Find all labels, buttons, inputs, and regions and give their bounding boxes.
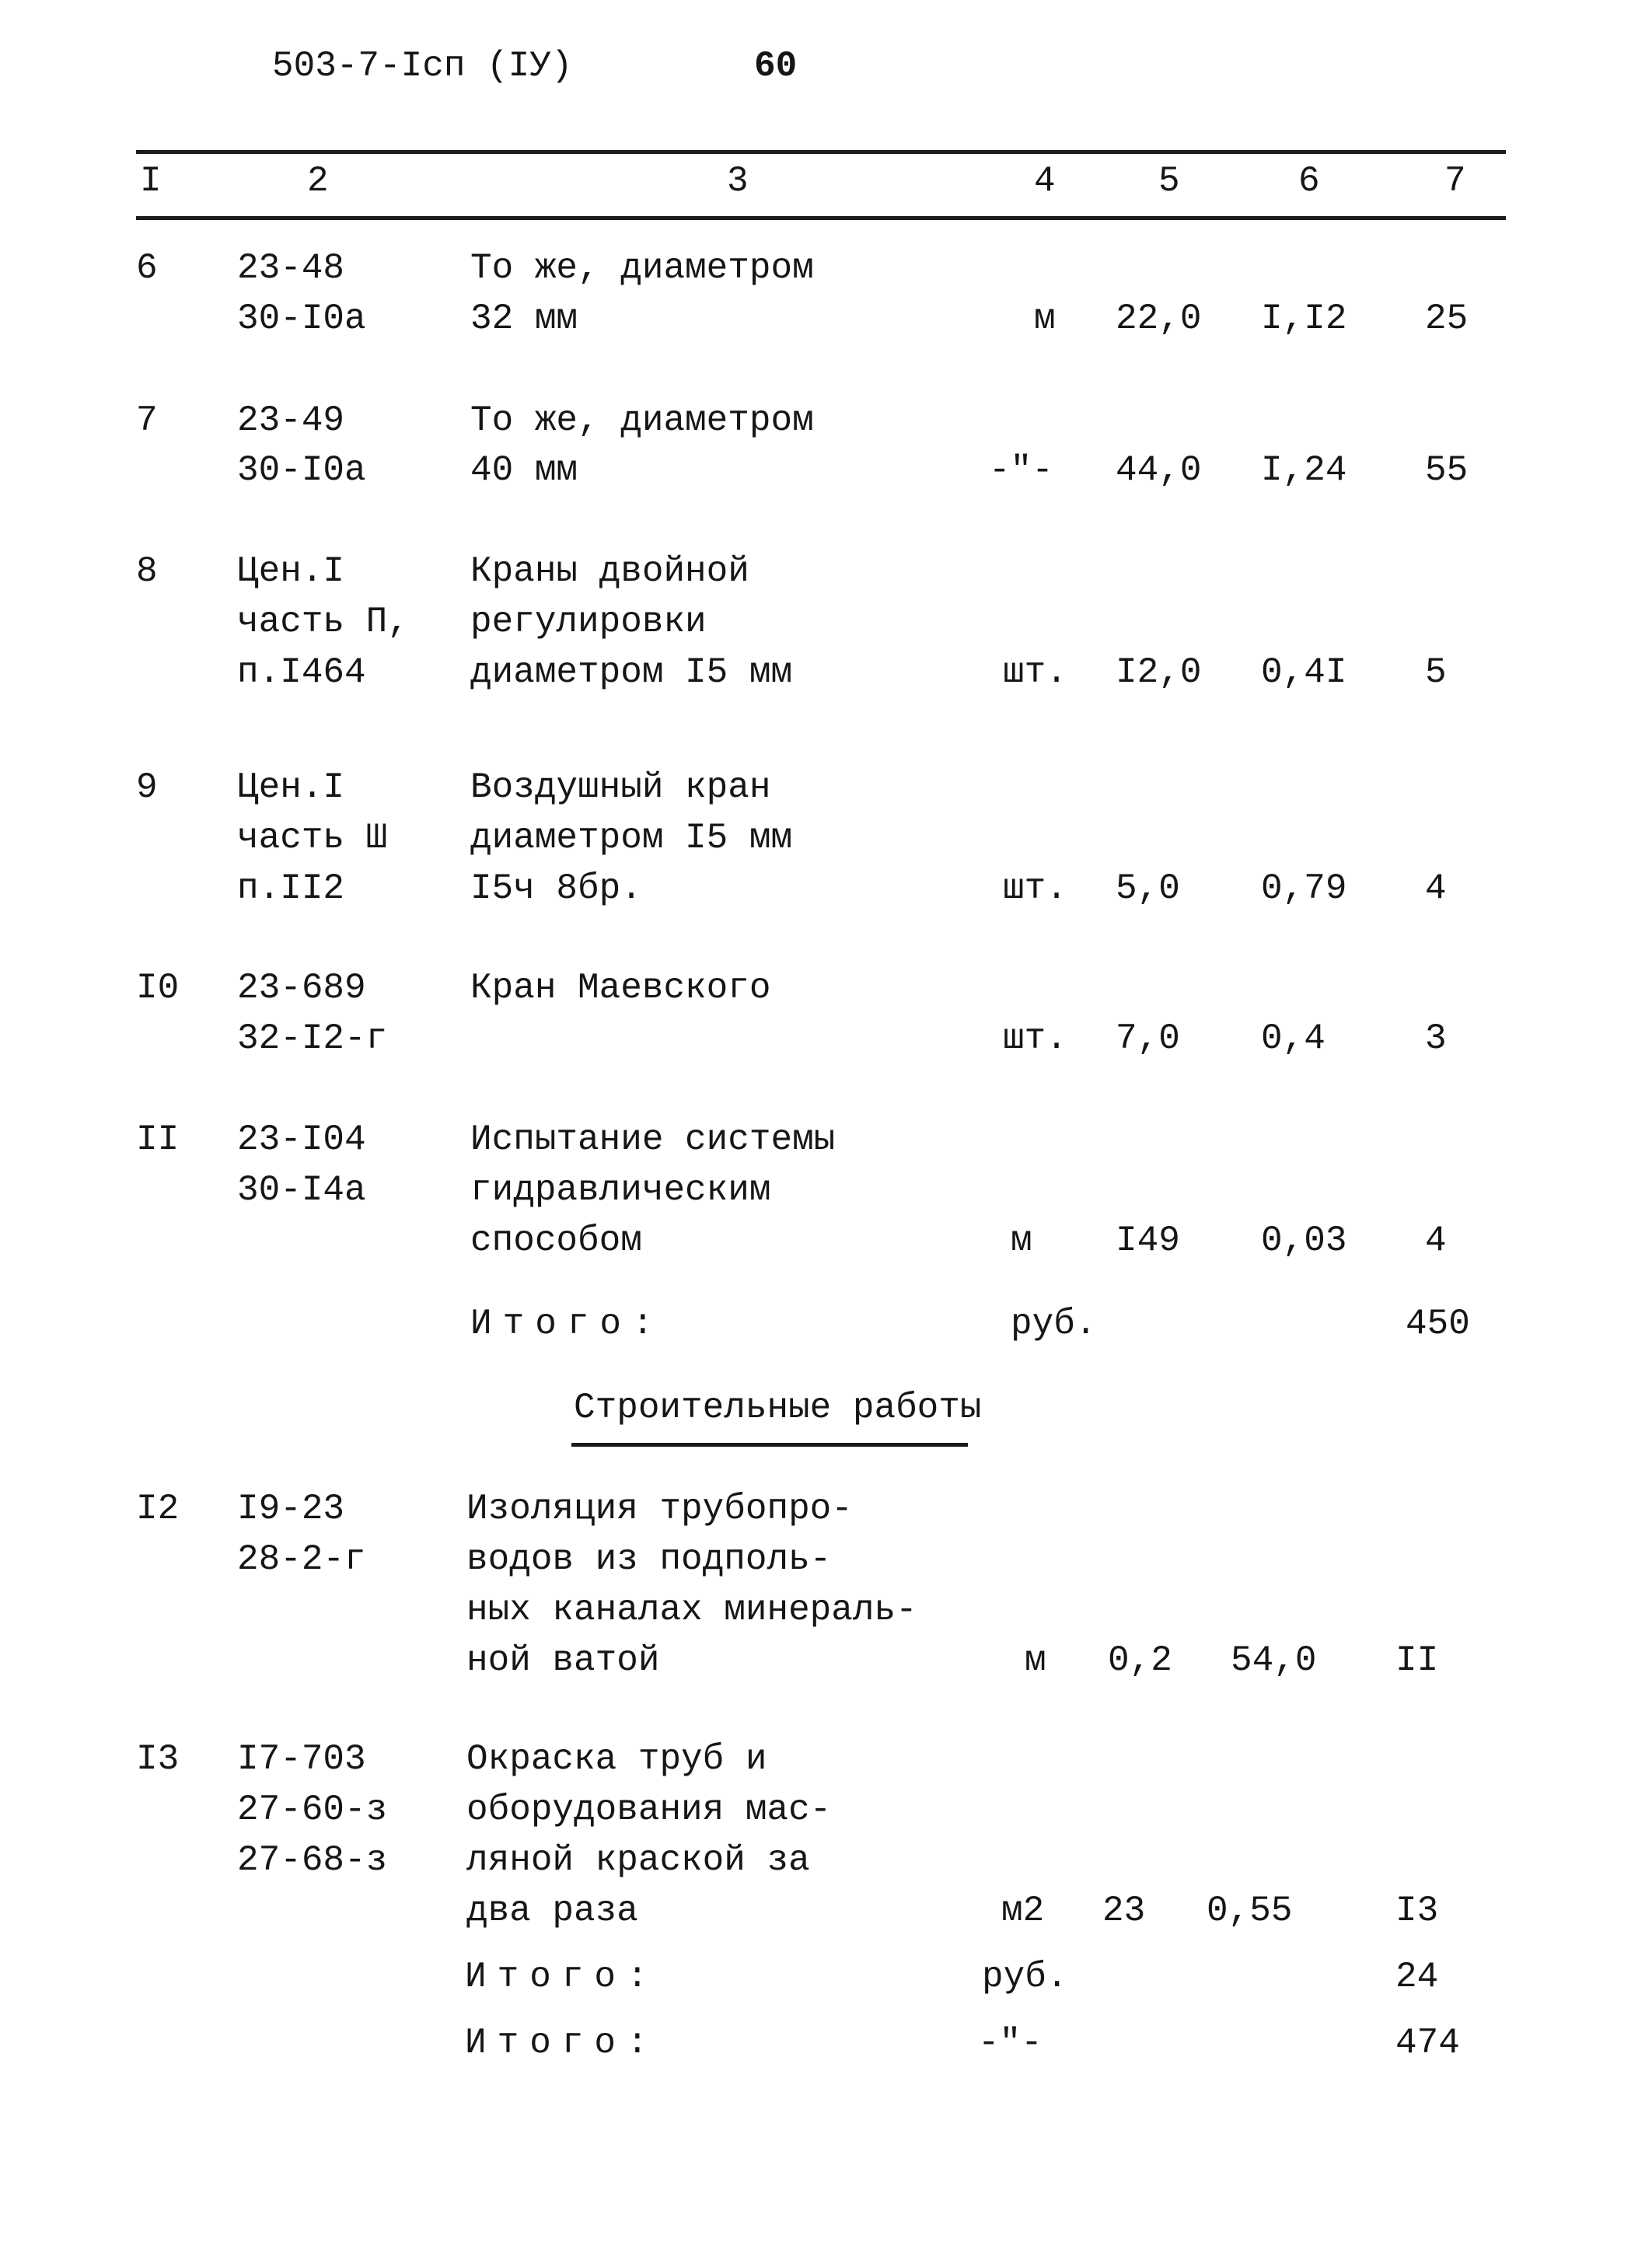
subtotal-label: Итого:: [465, 1957, 659, 1997]
subtotal-value: 24: [1395, 1957, 1439, 1997]
row-ref: 23-48: [237, 248, 345, 288]
row-ref: 32-I2-г: [237, 1018, 388, 1059]
row-ref: I7-703: [237, 1739, 366, 1779]
row-description: диаметром I5 мм: [470, 818, 793, 858]
grand-total-value: 474: [1395, 2023, 1460, 2063]
row-description: 32 мм: [470, 299, 578, 339]
row-description: гидравлическим: [470, 1170, 771, 1210]
row-ref: Цен.I: [237, 767, 345, 808]
row-description: водов из подполь-: [466, 1539, 832, 1580]
row-ref: 23-49: [237, 400, 345, 441]
row-ref: 23-689: [237, 968, 366, 1008]
row-description: ной ватой: [466, 1640, 660, 1681]
row-unit-price: 0,4: [1261, 1018, 1325, 1059]
row-total: 25: [1425, 299, 1469, 339]
row-ref: 30-I0а: [237, 450, 366, 491]
page-number: 60: [754, 46, 798, 86]
row-description: два раза: [466, 1891, 638, 1931]
grand-total-label: Итого:: [465, 2023, 659, 2063]
row-description: То же, диаметром: [470, 248, 814, 288]
row-unit: шт.: [1003, 1018, 1067, 1059]
row-ref: 27-68-з: [237, 1840, 388, 1881]
column-header-3: 3: [727, 161, 749, 201]
row-number: 6: [136, 248, 158, 288]
subtotal-unit: руб.: [1011, 1304, 1097, 1344]
row-unit-price: I,I2: [1261, 299, 1347, 339]
row-ref: п.II2: [237, 868, 345, 909]
row-unit-price: 54,0: [1231, 1640, 1317, 1681]
row-description: Кран Маевского: [470, 968, 771, 1008]
row-ref: 30-I4а: [237, 1170, 366, 1210]
row-description: То же, диаметром: [470, 400, 814, 441]
row-number: 9: [136, 767, 158, 808]
row-ref: Цен.I: [237, 551, 345, 592]
row-number: 7: [136, 400, 158, 441]
grand-total-unit: -"-: [978, 2023, 1043, 2063]
row-description: Краны двойной: [470, 551, 749, 592]
table-header-rule: [136, 216, 1506, 220]
row-total: 3: [1425, 1018, 1447, 1059]
row-description: оборудования мас-: [466, 1790, 832, 1830]
row-total: 4: [1425, 1221, 1447, 1261]
row-description: регулировки: [470, 602, 707, 642]
row-ref: I9-23: [237, 1489, 345, 1529]
row-quantity: I2,0: [1116, 652, 1202, 693]
row-total: 4: [1425, 868, 1447, 909]
subtotal-label: Итого:: [470, 1304, 665, 1344]
row-total: I3: [1395, 1891, 1439, 1931]
row-description: Испытание системы: [470, 1119, 836, 1160]
row-description: I5ч 8бр.: [470, 868, 642, 909]
row-unit-price: 0,03: [1261, 1221, 1347, 1261]
row-unit: шт.: [1003, 652, 1067, 693]
row-unit: шт.: [1003, 868, 1067, 909]
table-top-rule: [136, 150, 1506, 154]
row-quantity: 23: [1102, 1891, 1146, 1931]
column-header-1: I: [140, 161, 162, 201]
row-number: I2: [136, 1489, 180, 1529]
row-unit-price: 0,4I: [1261, 652, 1347, 693]
row-description: 40 мм: [470, 450, 578, 491]
row-number: II: [136, 1119, 180, 1160]
row-quantity: 22,0: [1116, 299, 1202, 339]
row-number: 8: [136, 551, 158, 592]
row-ref: 28-2-г: [237, 1539, 366, 1580]
row-description: Окраска труб и: [466, 1739, 767, 1779]
column-header-6: 6: [1298, 161, 1320, 201]
row-ref: 30-I0а: [237, 299, 366, 339]
column-header-4: 4: [1034, 161, 1056, 201]
row-quantity: 5,0: [1116, 868, 1180, 909]
column-header-2: 2: [307, 161, 329, 201]
row-unit: м2: [1001, 1891, 1045, 1931]
subtotal-unit: руб.: [982, 1957, 1068, 1997]
row-quantity: I49: [1116, 1221, 1180, 1261]
row-quantity: 44,0: [1116, 450, 1202, 491]
row-unit: м: [1011, 1221, 1032, 1261]
row-description: Изоляция трубопро-: [466, 1489, 853, 1529]
row-unit: -"-: [989, 450, 1053, 491]
row-unit-price: 0,79: [1261, 868, 1347, 909]
row-total: 5: [1425, 652, 1447, 693]
row-description: способом: [470, 1221, 642, 1261]
section-title: Строительные работы: [574, 1388, 982, 1428]
row-quantity: 0,2: [1108, 1640, 1172, 1681]
column-header-5: 5: [1158, 161, 1180, 201]
row-quantity: 7,0: [1116, 1018, 1180, 1059]
row-ref: п.I464: [237, 652, 366, 693]
row-unit: м: [1034, 299, 1056, 339]
subtotal-value: 450: [1406, 1304, 1470, 1344]
row-ref: 23-I04: [237, 1119, 366, 1160]
row-total: II: [1395, 1640, 1439, 1681]
row-description: диаметром I5 мм: [470, 652, 793, 693]
row-number: I0: [136, 968, 180, 1008]
row-description: ных каналах минераль-: [466, 1590, 917, 1630]
column-header-7: 7: [1444, 161, 1466, 201]
row-unit-price: 0,55: [1207, 1891, 1293, 1931]
row-unit-price: I,24: [1261, 450, 1347, 491]
row-number: I3: [136, 1739, 180, 1779]
document-code: 503-7-Iсп (IУ): [272, 46, 573, 86]
section-title-underline: [571, 1443, 968, 1447]
row-description: Воздушный кран: [470, 767, 771, 808]
row-ref: часть Ш: [237, 818, 388, 858]
row-total: 55: [1425, 450, 1469, 491]
row-unit: м: [1025, 1640, 1046, 1681]
row-ref: 27-60-з: [237, 1790, 388, 1830]
row-description: ляной краской за: [466, 1840, 810, 1881]
row-ref: часть П,: [237, 602, 409, 642]
